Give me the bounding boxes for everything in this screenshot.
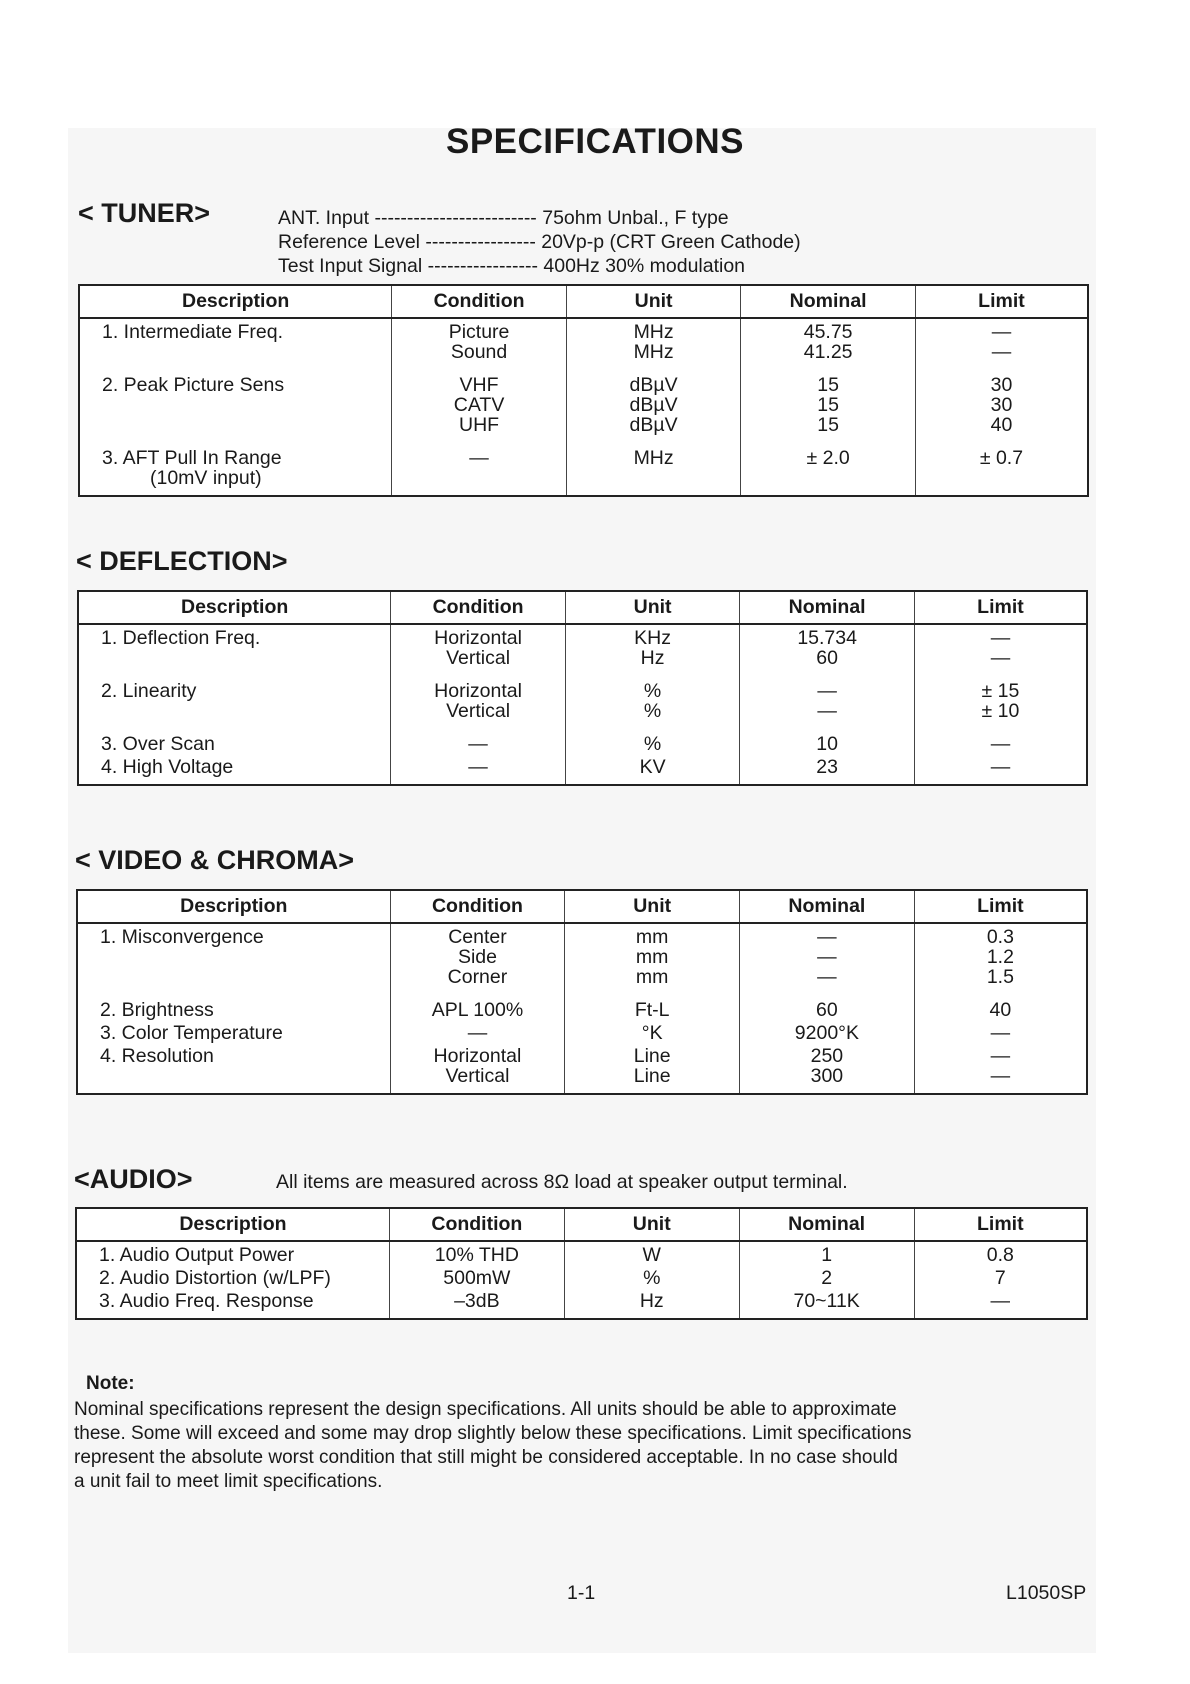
table-row: [79, 318, 1088, 372]
table-header-row: [77, 890, 1087, 923]
spec-reference-level: Reference Level ----------------- 20Vp-p (CRT Green Cathode): [278, 231, 801, 253]
limit-value: 0.3: [986, 926, 1014, 948]
nominal-value: 70~11K: [793, 1290, 860, 1312]
table-header-row: [78, 591, 1087, 624]
unit-cell: [564, 1241, 739, 1265]
unit-value: Hz: [639, 1290, 664, 1312]
table-row: [76, 1265, 1087, 1288]
limit-value: 1.2: [986, 946, 1014, 968]
unit-cell: [565, 1020, 740, 1043]
description-cell: [77, 1020, 390, 1043]
description-value: 3. Audio Freq. Response: [99, 1290, 314, 1312]
audio-measurement-note: All items are measured across 8Ω load at speaker output terminal.: [276, 1171, 848, 1193]
description-cell: [78, 754, 391, 785]
description-cell: [79, 318, 392, 372]
condition-value: VHF: [459, 374, 499, 396]
description-value: 2. Brightness: [100, 999, 214, 1021]
audio-heading: <AUDIO>: [74, 1164, 193, 1194]
unit-cell: [565, 731, 740, 754]
note-text: [74, 1398, 974, 1494]
limit-value: —: [990, 1022, 1011, 1044]
condition-value: Vertical: [446, 700, 511, 722]
condition-value: Picture: [448, 321, 510, 343]
condition-cell: [390, 1020, 565, 1043]
unit-value: dBµV: [629, 394, 678, 416]
description-value: 1. Deflection Freq.: [101, 627, 261, 649]
limit-cell: [914, 1265, 1087, 1288]
nominal-cell: [740, 624, 915, 678]
description-cell: [76, 1288, 389, 1319]
nominal-cell: [739, 1288, 914, 1319]
condition-cell: [392, 372, 567, 445]
limit-value: 0.8: [986, 1244, 1014, 1266]
nominal-cell: [740, 1043, 915, 1094]
table-header-row: [76, 1208, 1087, 1241]
nominal-value: —: [817, 680, 837, 702]
limit-value: —: [991, 321, 1012, 343]
condition-cell: [392, 445, 567, 496]
nominal-value: 250: [810, 1045, 844, 1067]
nominal-value: 10: [816, 733, 838, 755]
column-header-limit: Limit: [914, 890, 1087, 923]
condition-cell: [390, 923, 565, 997]
description-cell: [76, 1265, 389, 1288]
description-cell: [79, 445, 392, 496]
column-header-nominal: Nominal: [739, 1208, 914, 1241]
limit-value: 30: [990, 374, 1013, 396]
unit-cell: [566, 318, 741, 372]
unit-value: %: [643, 680, 662, 702]
condition-cell: [389, 1288, 564, 1319]
condition-value: –3dB: [454, 1290, 500, 1312]
unit-cell: [566, 372, 741, 445]
note-line: a unit fail to meet limit specifications.: [74, 1471, 383, 1492]
page-number: 1-1: [567, 1582, 596, 1604]
condition-value: Side: [457, 946, 497, 968]
column-header-unit: Unit: [566, 285, 741, 318]
condition-value: Vertical: [446, 647, 511, 669]
column-header-nominal: Nominal: [740, 890, 915, 923]
deflection-table: [77, 590, 1088, 786]
spec-ant-input: ANT. Input ------------------------- 75ohm Unbal., F type: [278, 207, 729, 229]
column-header-condition: Condition: [392, 285, 567, 318]
nominal-value: —: [817, 926, 837, 948]
column-header-condition: Condition: [391, 591, 566, 624]
description-cell: [78, 624, 391, 678]
unit-cell: [565, 997, 740, 1020]
nominal-value: 60: [816, 999, 838, 1021]
unit-value: %: [643, 733, 662, 755]
limit-value: 40: [989, 999, 1012, 1021]
tuner-table: [78, 284, 1089, 497]
limit-cell: [914, 1288, 1087, 1319]
column-header-description: Description: [77, 890, 390, 923]
condition-value: 10% THD: [434, 1244, 519, 1266]
nominal-value: —: [817, 946, 837, 968]
nominal-value: ± 2.0: [806, 447, 850, 469]
nominal-value: 15: [817, 414, 839, 436]
audio-table: [75, 1207, 1088, 1320]
unit-value: °K: [641, 1022, 663, 1044]
note-line: represent the absolute worst condition that still might be considered acceptable. In no case should: [74, 1447, 898, 1468]
nominal-cell: [740, 923, 915, 997]
limit-cell: [914, 624, 1087, 678]
limit-value: —: [990, 1290, 1011, 1312]
unit-cell: [566, 445, 741, 496]
unit-value: mm: [635, 926, 669, 948]
video-chroma-heading: < VIDEO & CHROMA>: [75, 845, 355, 875]
column-header-condition: Condition: [389, 1208, 564, 1241]
table-row: [77, 1043, 1087, 1094]
description-value: 3. Over Scan: [101, 733, 215, 755]
limit-value: —: [990, 1045, 1011, 1067]
limit-value: 40: [990, 414, 1013, 436]
unit-value: W: [642, 1244, 661, 1266]
description-value: 2. Audio Distortion (w/LPF): [99, 1267, 331, 1289]
condition-value: —: [468, 733, 488, 755]
video-chroma-table: [76, 889, 1088, 1095]
nominal-value: 15.734: [797, 627, 857, 649]
table-row: [78, 754, 1087, 785]
unit-value: Line: [633, 1045, 671, 1067]
condition-value: Horizontal: [433, 1045, 522, 1067]
limit-value: ± 0.7: [979, 447, 1024, 469]
nominal-cell: [741, 318, 916, 372]
nominal-cell: [740, 731, 915, 754]
unit-value: KHz: [634, 627, 672, 649]
table-row: [76, 1288, 1087, 1319]
condition-value: Horizontal: [434, 627, 522, 649]
column-header-description: Description: [78, 591, 391, 624]
column-header-limit: Limit: [914, 1208, 1087, 1241]
condition-cell: [389, 1241, 564, 1265]
unit-cell: [564, 1288, 739, 1319]
limit-value: 30: [990, 394, 1013, 416]
unit-value: MHz: [633, 341, 674, 363]
page-title: SPECIFICATIONS: [445, 122, 745, 161]
condition-cell: [391, 624, 566, 678]
table-row: [78, 624, 1087, 678]
nominal-value: —: [817, 966, 837, 988]
column-header-nominal: Nominal: [741, 285, 916, 318]
description-cell: [76, 1241, 389, 1265]
limit-value: 7: [994, 1267, 1006, 1289]
unit-value: mm: [635, 946, 669, 968]
table-row: [79, 445, 1088, 496]
description-value: 4. Resolution: [100, 1045, 214, 1067]
nominal-value: 15: [817, 374, 839, 396]
unit-cell: [565, 624, 740, 678]
description-value: 1. Audio Output Power: [99, 1244, 295, 1266]
column-header-description: Description: [79, 285, 392, 318]
limit-cell: [914, 923, 1087, 997]
unit-cell: [565, 754, 740, 785]
column-header-nominal: Nominal: [740, 591, 915, 624]
unit-value: MHz: [633, 321, 674, 343]
limit-value: 1.5: [986, 966, 1014, 988]
description-cell: [78, 731, 391, 754]
condition-value: CATV: [453, 394, 505, 416]
note-line: these. Some will exceed and some may drop slightly below these specifications. Limit specifications: [74, 1423, 912, 1444]
limit-cell: [914, 678, 1087, 731]
nominal-cell: [739, 1265, 914, 1288]
description-value: 4. High Voltage: [101, 756, 234, 778]
note-label: Note:: [86, 1373, 135, 1394]
nominal-cell: [739, 1241, 914, 1265]
limit-value: —: [991, 341, 1012, 363]
nominal-cell: [740, 678, 915, 731]
condition-cell: [391, 754, 566, 785]
nominal-cell: [740, 997, 915, 1020]
limit-value: ± 15: [981, 680, 1020, 702]
unit-cell: [565, 923, 740, 997]
nominal-value: 9200°K: [794, 1022, 859, 1044]
column-header-limit: Limit: [914, 591, 1087, 624]
description-cell: [77, 997, 390, 1020]
limit-value: —: [990, 756, 1011, 778]
limit-cell: [915, 372, 1088, 445]
condition-value: Sound: [450, 341, 508, 363]
table-row: [77, 1020, 1087, 1043]
table-row: [78, 678, 1087, 731]
description-value: 1. Intermediate Freq.: [102, 321, 284, 343]
limit-value: —: [990, 1065, 1011, 1087]
nominal-value: 60: [816, 647, 838, 669]
condition-value: 500mW: [443, 1267, 511, 1289]
nominal-value: 23: [816, 756, 838, 778]
tuner-heading: < TUNER>: [78, 198, 211, 228]
unit-value: dBµV: [629, 374, 678, 396]
column-header-condition: Condition: [390, 890, 565, 923]
unit-value: %: [643, 700, 662, 722]
condition-cell: [391, 678, 566, 731]
column-header-limit: Limit: [915, 285, 1088, 318]
condition-value: Horizontal: [434, 680, 522, 702]
limit-cell: [915, 445, 1088, 496]
description-cell: [79, 372, 392, 445]
table-row: [77, 923, 1087, 997]
spec-test-input-signal: Test Input Signal ----------------- 400Hz 30% modulation: [278, 255, 746, 277]
condition-value: —: [467, 1022, 488, 1044]
condition-value: UHF: [459, 414, 500, 436]
limit-cell: [914, 754, 1087, 785]
column-header-unit: Unit: [565, 890, 740, 923]
limit-cell: [914, 731, 1087, 754]
tuner-spec-lines: [278, 206, 801, 278]
column-header-unit: Unit: [565, 591, 740, 624]
condition-cell: [391, 731, 566, 754]
condition-cell: [392, 318, 567, 372]
unit-cell: [565, 678, 740, 731]
condition-value: Corner: [447, 966, 508, 988]
description-value: 2. Linearity: [101, 680, 197, 702]
condition-value: —: [468, 756, 488, 778]
limit-cell: [914, 1241, 1087, 1265]
nominal-value: 15: [817, 394, 839, 416]
column-header-unit: Unit: [564, 1208, 739, 1241]
unit-value: Hz: [640, 647, 665, 669]
nominal-cell: [741, 445, 916, 496]
nominal-value: —: [817, 700, 837, 722]
table-row: [77, 997, 1087, 1020]
condition-cell: [390, 1043, 565, 1094]
nominal-cell: [741, 372, 916, 445]
unit-value: MHz: [633, 447, 674, 469]
nominal-value: 2: [821, 1267, 833, 1289]
unit-value: mm: [635, 966, 669, 988]
unit-value: KV: [639, 756, 666, 778]
nominal-cell: [740, 754, 915, 785]
limit-value: —: [990, 733, 1011, 755]
limit-value: —: [990, 647, 1011, 669]
condition-cell: [390, 997, 565, 1020]
nominal-cell: [740, 1020, 915, 1043]
limit-cell: [914, 1020, 1087, 1043]
description-cell: [77, 923, 390, 997]
condition-value: Vertical: [445, 1065, 510, 1087]
limit-cell: [914, 997, 1087, 1020]
limit-value: ± 10: [981, 700, 1020, 722]
unit-value: dBµV: [629, 414, 678, 436]
note-line: Nominal specifications represent the design specifications. All units should be able to approximate: [74, 1399, 897, 1420]
condition-value: APL 100%: [431, 999, 524, 1021]
limit-cell: [915, 318, 1088, 372]
table-row: [76, 1241, 1087, 1265]
nominal-value: 41.25: [803, 341, 853, 363]
limit-value: —: [990, 627, 1011, 649]
condition-value: Center: [448, 926, 507, 948]
column-header-description: Description: [76, 1208, 389, 1241]
description-cell: [78, 678, 391, 731]
condition-cell: [389, 1265, 564, 1288]
table-row: [78, 731, 1087, 754]
description-value: (10mV input): [150, 467, 262, 489]
description-value: 3. Color Temperature: [100, 1022, 283, 1044]
limit-cell: [914, 1043, 1087, 1094]
description-cell: [77, 1043, 390, 1094]
nominal-value: 45.75: [803, 321, 853, 343]
nominal-value: 1: [821, 1244, 833, 1266]
unit-value: Line: [633, 1065, 671, 1087]
condition-value: —: [469, 447, 489, 469]
deflection-heading: < DEFLECTION>: [76, 546, 288, 576]
table-row: [79, 372, 1088, 445]
nominal-value: 300: [810, 1065, 844, 1087]
description-value: 1. Misconvergence: [100, 926, 264, 948]
description-value: 2. Peak Picture Sens: [102, 374, 285, 396]
unit-value: Ft-L: [634, 999, 670, 1021]
unit-value: %: [643, 1267, 661, 1289]
unit-cell: [564, 1265, 739, 1288]
document-code: L1050SP: [1006, 1582, 1087, 1604]
table-header-row: [79, 285, 1088, 318]
unit-cell: [565, 1043, 740, 1094]
description-value: 3. AFT Pull In Range: [102, 447, 282, 469]
